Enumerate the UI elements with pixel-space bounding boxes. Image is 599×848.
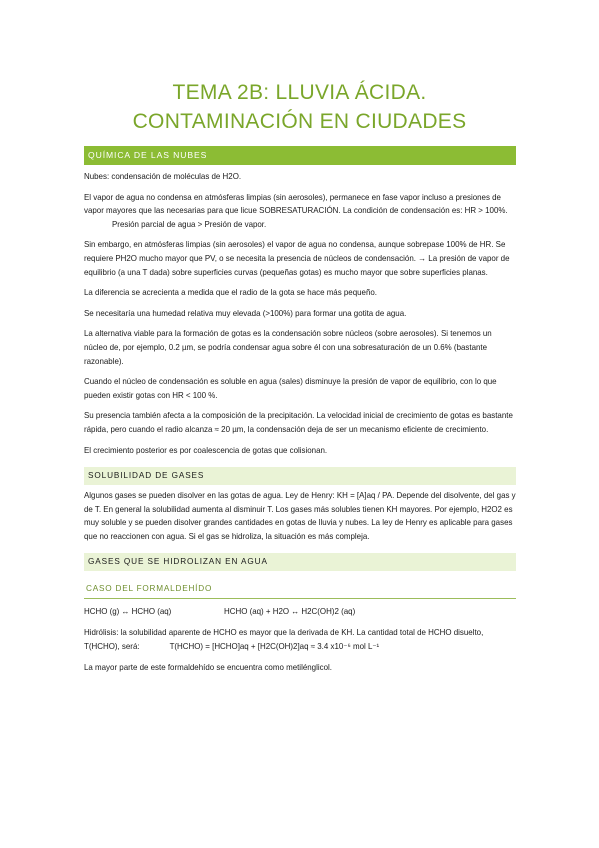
section-heading-gases-hidrolizan: GASES QUE SE HIDROLIZAN EN AGUA bbox=[84, 553, 516, 571]
title-line-2: CONTAMINACIÓN EN CIUDADES bbox=[132, 110, 467, 133]
paragraph-text: Presión parcial de agua > Presión de vapor. bbox=[112, 219, 267, 229]
paragraph: La diferencia se acrecienta a medida que el radio de la gota se hace más pequeño. bbox=[84, 288, 378, 298]
page-title bbox=[0, 78, 599, 136]
paragraph: Algunos gases se pueden disolver en las gotas de agua. Ley de Henry: KH = [A]aq / PA. Depende del disolvente, del gas y de T. En general la solubilidad aumenta al disminuir T. Los gases más solubles tienen KH mayores. Por ejemplo, H2O2 es muy soluble y se pueden disolver grandes cantidades en gotas de lluvia y nubes. La ley de Henry es aplicable para gases que no reaccionen con agua. Si el gas se hidroliza, la situación es más compleja. bbox=[84, 491, 516, 541]
paragraph: Sin embargo, en atmósferas limpias (sin aerosoles) el vapor de agua no condensa, aunque sobrepase 100% de HR. Se requiere PH2O mucho mayor que PV, o se necesita la presencia de núcleos de condensación. → La presión de vapor de equilibrio (a una T dada) sobre superficies curvas (pequeñas gotas) es mucho mayor que sobre superficies planas. bbox=[84, 240, 510, 277]
paragraph-text: Hidrólisis: la solubilidad aparente de HCHO es mayor que la derivada de KH. La cantidad total de HCHO disuelto, T(HCHO), será: bbox=[84, 628, 484, 651]
section-heading-quimica: QUÍMICA DE LAS NUBES bbox=[84, 146, 516, 165]
section-heading-solubilidad: SOLUBILIDAD DE GASES bbox=[84, 467, 516, 485]
equation-line bbox=[84, 605, 516, 619]
paragraph: Su presencia también afecta a la composición de la precipitación. La velocidad inicial de crecimiento de gotas es bastante rápida, pero cuando el radio alcanza ≈ 20 µm, la condensación deja de ser un mecanismo eficiente de crecimiento. bbox=[84, 411, 513, 434]
paragraph: Cuando el núcleo de condensación es soluble en agua (sales) disminuye la presión de vapor de equilibrio, con lo que pueden existir gotas con HR < 100 %. bbox=[84, 377, 497, 400]
paragraph: La mayor parte de este formaldehído se encuentra como metilénglicol. bbox=[84, 663, 332, 673]
equation-1: HCHO (g) ↔ HCHO (aq) bbox=[84, 607, 172, 617]
paragraph: La alternativa viable para la formación de gotas es la condensación sobre núcleos (sobre aerosoles). Si tenemos un núcleo de, por ejemplo, 0.2 µm, se podría condensar agua sobre él con una sobresaturación de un 0.6% (bastante razonable). bbox=[84, 329, 492, 366]
content bbox=[84, 146, 516, 675]
paragraph bbox=[84, 626, 516, 653]
paragraph-text: El vapor de agua no condensa en atmósferas limpias (sin aerosoles), permanece en fase vapor incluso a presiones de vapor mayores que las necesarias para que licue SOBRESATURACIÓN. La condición de condensación es: HR > 100%. bbox=[84, 192, 508, 216]
equation-total: T(HCHO) = [HCHO]aq + [H2C(OH)2]aq ≈ 3.4 x10⁻⁶ mol L⁻¹ bbox=[169, 641, 380, 651]
paragraph: Nubes: condensación de moléculas de H2O. bbox=[84, 172, 242, 181]
paragraph: El crecimiento posterior es por coalescencia de gotas que colisionan. bbox=[84, 445, 328, 455]
equation-2: HCHO (aq) + H2O ↔ H2C(OH)2 (aq) bbox=[224, 607, 356, 617]
paragraph bbox=[84, 191, 516, 232]
paragraph: Se necesitaría una humedad relativa muy elevada (>100%) para formar una gotita de agua. bbox=[84, 308, 407, 318]
subsection-heading-formaldehido: CASO DEL FORMALDEHÍDO bbox=[84, 583, 516, 599]
title-line-1: TEMA 2B: LLUVIA ÁCIDA. bbox=[172, 81, 427, 104]
